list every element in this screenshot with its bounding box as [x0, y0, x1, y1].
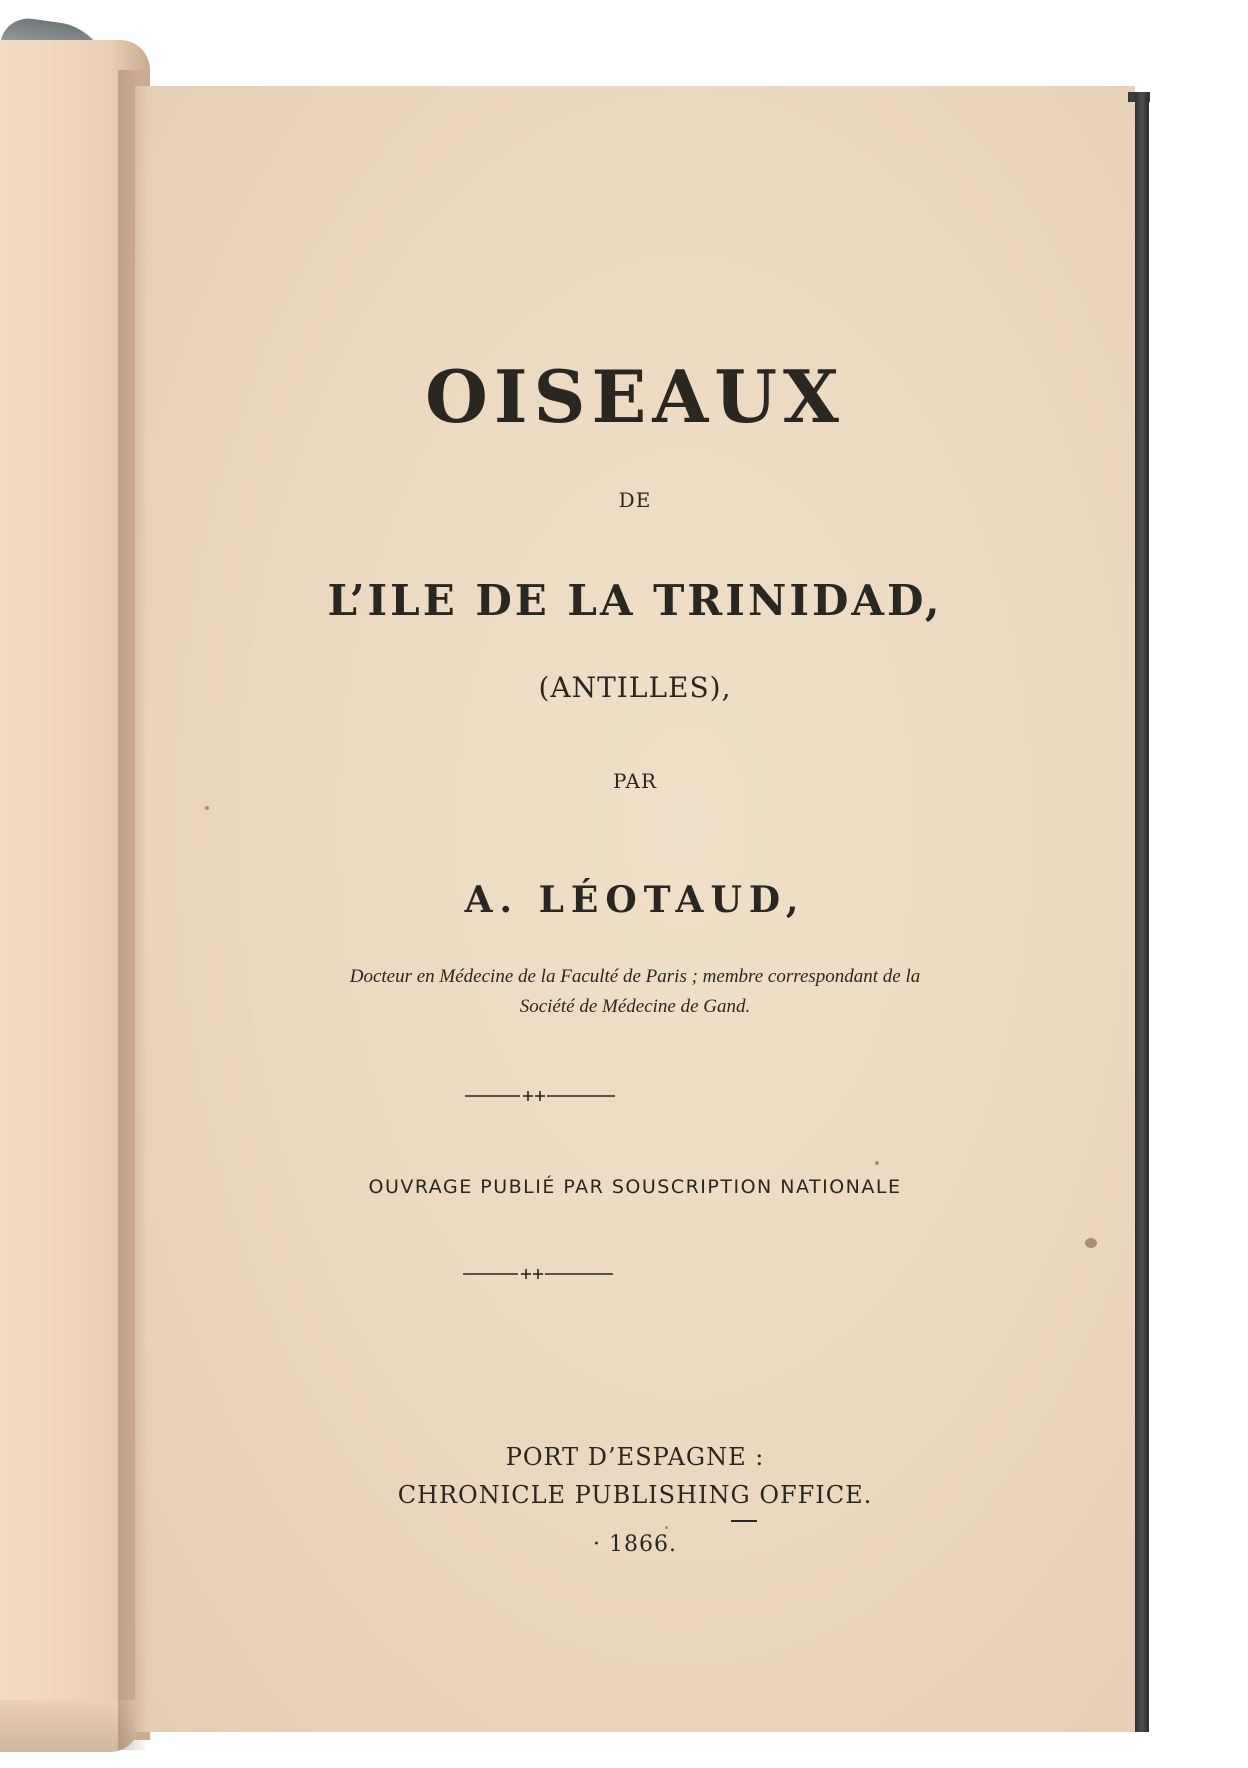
credentials-line-2: Société de Médecine de Gand.: [519, 996, 751, 1017]
book-title: OISEAUX: [425, 354, 845, 439]
publication-year: · 1866.: [593, 1532, 677, 1557]
publisher: CHRONICLE PUBLISHING OFFICE.: [397, 1481, 873, 1509]
gutter-shadow: [118, 70, 148, 1750]
foxing-spot: [205, 806, 209, 810]
author-name: A. LÉOTAUD,: [464, 879, 806, 921]
title-page: [135, 86, 1135, 1732]
ornament-divider-top: [135, 1086, 1135, 1106]
by-label: PAR: [612, 769, 658, 793]
book-subtitle: L’ILE DE LA TRINIDAD,: [327, 576, 943, 625]
ornament-divider-bottom: [135, 1264, 1135, 1284]
short-rule: [731, 1520, 757, 1522]
foxing-spot: [875, 1161, 879, 1165]
cover-edge: [1135, 92, 1149, 1732]
author-credentials: [135, 962, 1135, 1022]
foxing-spot: [665, 1526, 668, 1529]
publication-note: OUVRAGE PUBLIÉ PAR SOUSCRIPTION NATIONALE: [368, 1176, 902, 1198]
publication-place: PORT D’ESPAGNE :: [505, 1443, 765, 1471]
title-connector: DE: [618, 488, 652, 512]
credentials-line-1: Docteur en Médecine de la Faculté de Paris ; membre correspondant de la: [349, 966, 921, 987]
book-region: (ANTILLES),: [538, 671, 732, 704]
foxing-spot: [1085, 1238, 1097, 1248]
